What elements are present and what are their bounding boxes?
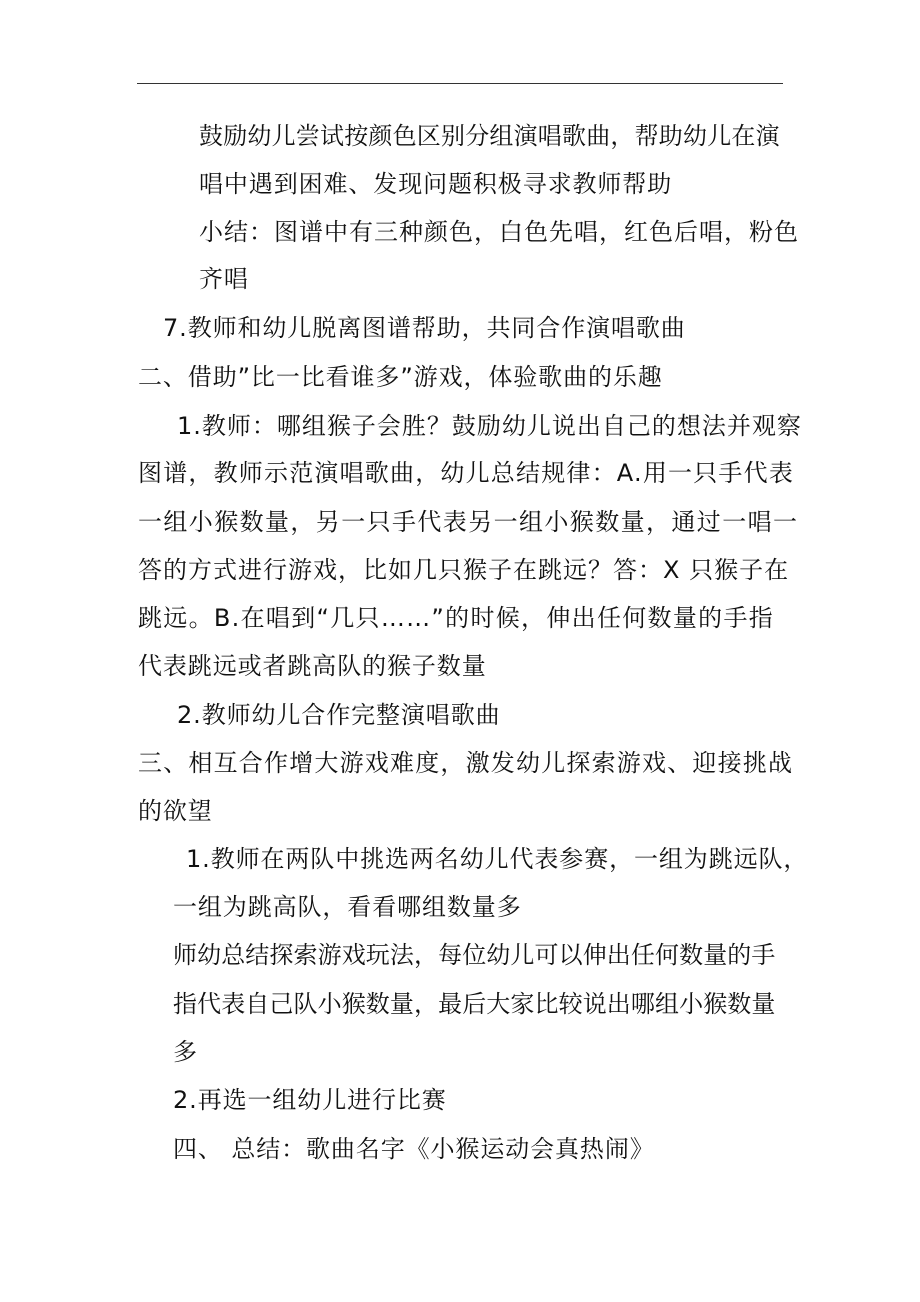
section-heading: 四、 总结：歌曲名字《小猴运动会真热闹》: [173, 1135, 655, 1163]
text-line: 指代表自己队小猴数量，最后大家比较说出哪组小猴数量: [173, 990, 776, 1018]
text-line: 跳远。B.在唱到“几只……”的时候，伸出任何数量的手指: [138, 604, 775, 632]
step-item: 1.教师：哪组猴子会胜？鼓励幼儿说出自己的想法并观察: [177, 412, 802, 440]
section-heading: 三、相互合作增大游戏难度，激发幼儿探索游戏、迎接挑战: [138, 749, 794, 777]
text-line: 的欲望: [138, 797, 213, 825]
text-line: 一组小猴数量，另一只手代表另一组小猴数量，通过一唱一: [138, 508, 799, 536]
text-line: 鼓励幼儿尝试按颜色区别分组演唱歌曲，帮助幼儿在演: [199, 122, 780, 150]
step-item: 1.教师在两队中挑选两名幼儿代表参赛，一组为跳远队，: [186, 845, 809, 873]
text-line: 齐唱: [199, 265, 249, 293]
text-line: 图谱，教师示范演唱歌曲，幼儿总结规律：A.用一只手代表: [138, 459, 795, 487]
step-item: 7.教师和幼儿脱离图谱帮助，共同合作演唱歌曲: [163, 314, 686, 342]
step-item: 2.再选一组幼儿进行比赛: [173, 1086, 447, 1114]
text-line: 唱中遇到困难、发现问题积极寻求教师帮助: [199, 170, 673, 198]
section-heading: 二、借助”比一比看谁多”游戏，体验歌曲的乐趣: [138, 363, 663, 391]
text-line: 师幼总结探索游戏玩法，每位幼儿可以伸出任何数量的手: [173, 941, 776, 969]
text-line: 多: [173, 1038, 198, 1066]
step-item: 2.教师幼儿合作完整演唱歌曲: [177, 701, 501, 729]
text-line: 一组为跳高队，看看哪组数量多: [173, 893, 522, 921]
text-line: 答的方式进行游戏，比如几只猴子在跳远？答：X 只猴子在: [138, 556, 790, 584]
text-line: 代表跳远或者跳高队的猴子数量: [138, 652, 487, 680]
summary-line: 小结：图谱中有三种颜色，白色先唱，红色后唱，粉色: [199, 218, 799, 246]
header-rule: [137, 83, 783, 84]
